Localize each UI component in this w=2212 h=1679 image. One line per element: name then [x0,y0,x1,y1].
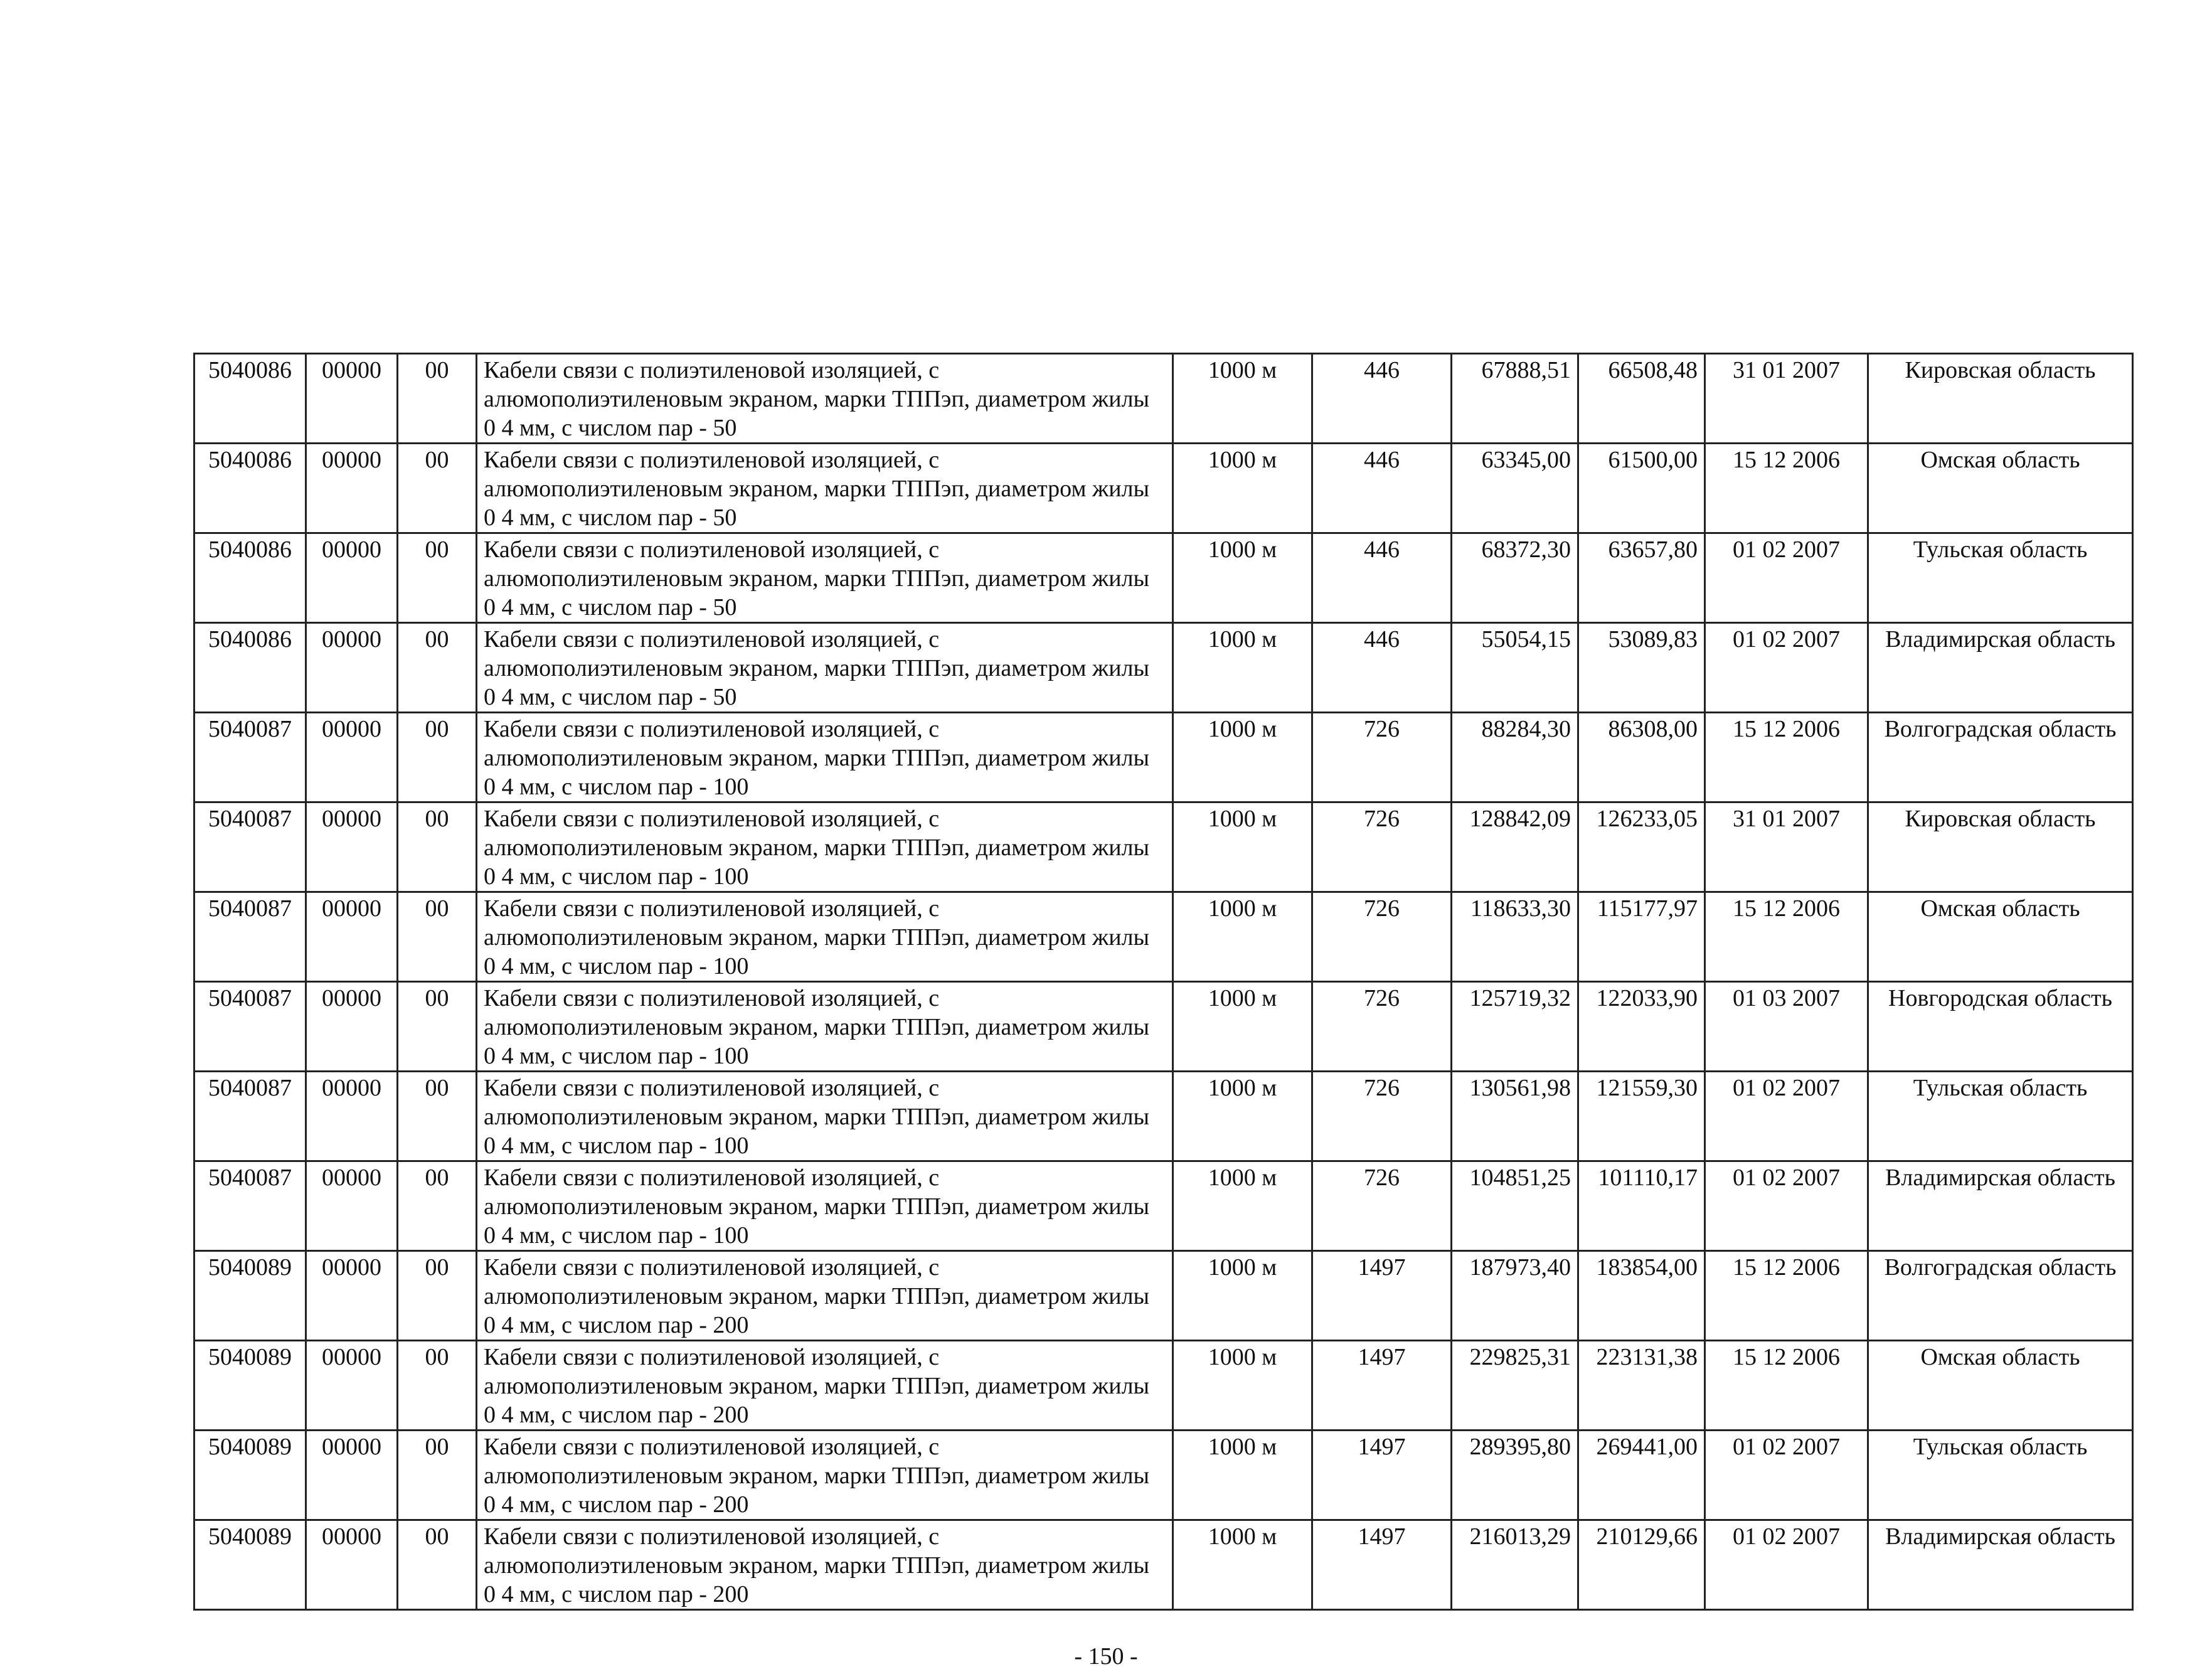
item-code-cell: 5040086 [194,533,306,623]
subcode-cell: 00000 [306,1520,398,1610]
unit-cell: 1000 м [1173,892,1312,982]
date-cell: 15 12 2006 [1705,892,1868,982]
subcode-cell: 00000 [306,982,398,1072]
subcode-cell: 00000 [306,713,398,802]
subcode-cell: 00000 [306,533,398,623]
price-with-vat-cell: 88284,30 [1452,713,1578,802]
price-cell: 61500,00 [1578,444,1705,533]
subcode-cell: 00000 [306,1341,398,1431]
item-code-cell: 5040087 [194,1161,306,1251]
quantity-cell: 1497 [1312,1341,1452,1431]
table-row [194,444,2133,533]
description-cell: Кабели связи с полиэтиленовой изоляцией, с алюмополиэтиленовым экраном, марки ТППэп, диаметром жилы 0 4 мм, с числом пар - 200 [477,1520,1173,1610]
price-cell: 183854,00 [1578,1251,1705,1341]
description-cell: Кабели связи с полиэтиленовой изоляцией, с алюмополиэтиленовым экраном, марки ТППэп, диаметром жилы 0 4 мм, с числом пар - 100 [477,892,1173,982]
price-with-vat-cell: 55054,15 [1452,623,1578,713]
price-cell: 66508,48 [1578,354,1705,444]
quantity-cell: 726 [1312,802,1452,892]
price-with-vat-cell: 130561,98 [1452,1072,1578,1161]
subcode-cell: 00000 [306,444,398,533]
description-cell: Кабели связи с полиэтиленовой изоляцией, с алюмополиэтиленовым экраном, марки ТППэп, диаметром жилы 0 4 мм, с числом пар - 50 [477,533,1173,623]
quantity-cell: 446 [1312,623,1452,713]
price-with-vat-cell: 216013,29 [1452,1520,1578,1610]
item-code-cell: 5040086 [194,354,306,444]
quantity-cell: 446 [1312,444,1452,533]
subcode2-cell: 00 [398,982,477,1072]
page-number: - 150 - [1074,1643,1138,1670]
subcode-cell: 00000 [306,892,398,982]
subcode2-cell: 00 [398,1161,477,1251]
description-cell: Кабели связи с полиэтиленовой изоляцией, с алюмополиэтиленовым экраном, марки ТППэп, диаметром жилы 0 4 мм, с числом пар - 200 [477,1341,1173,1431]
item-code-cell: 5040087 [194,713,306,802]
table-row [194,892,2133,982]
description-cell: Кабели связи с полиэтиленовой изоляцией, с алюмополиэтиленовым экраном, марки ТППэп, диаметром жилы 0 4 мм, с числом пар - 200 [477,1431,1173,1520]
description-cell: Кабели связи с полиэтиленовой изоляцией, с алюмополиэтиленовым экраном, марки ТППэп, диаметром жилы 0 4 мм, с числом пар - 50 [477,354,1173,444]
region-cell: Волгоградская область [1868,713,2133,802]
price-table [193,353,2134,1611]
date-cell: 01 02 2007 [1705,623,1868,713]
price-with-vat-cell: 125719,32 [1452,982,1578,1072]
quantity-cell: 446 [1312,533,1452,623]
price-cell: 86308,00 [1578,713,1705,802]
item-code-cell: 5040087 [194,802,306,892]
region-cell: Новгородская область [1868,982,2133,1072]
subcode-cell: 00000 [306,1251,398,1341]
subcode-cell: 00000 [306,1072,398,1161]
description-cell: Кабели связи с полиэтиленовой изоляцией, с алюмополиэтиленовым экраном, марки ТППэп, диаметром жилы 0 4 мм, с числом пар - 50 [477,444,1173,533]
price-cell: 223131,38 [1578,1341,1705,1431]
quantity-cell: 726 [1312,713,1452,802]
quantity-cell: 1497 [1312,1431,1452,1520]
unit-cell: 1000 м [1173,1431,1312,1520]
region-cell: Волгоградская область [1868,1251,2133,1341]
quantity-cell: 1497 [1312,1520,1452,1610]
date-cell: 01 02 2007 [1705,1072,1868,1161]
table-row [194,1431,2133,1520]
table-row [194,1341,2133,1431]
price-cell: 53089,83 [1578,623,1705,713]
price-cell: 122033,90 [1578,982,1705,1072]
region-cell: Тульская область [1868,1072,2133,1161]
subcode2-cell: 00 [398,444,477,533]
subcode2-cell: 00 [398,802,477,892]
description-cell: Кабели связи с полиэтиленовой изоляцией, с алюмополиэтиленовым экраном, марки ТППэп, диаметром жилы 0 4 мм, с числом пар - 50 [477,623,1173,713]
subcode-cell: 00000 [306,1161,398,1251]
item-code-cell: 5040089 [194,1431,306,1520]
price-with-vat-cell: 63345,00 [1452,444,1578,533]
table-row [194,802,2133,892]
description-cell: Кабели связи с полиэтиленовой изоляцией, с алюмополиэтиленовым экраном, марки ТППэп, диаметром жилы 0 4 мм, с числом пар - 100 [477,802,1173,892]
table-row [194,1251,2133,1341]
subcode2-cell: 00 [398,623,477,713]
quantity-cell: 1497 [1312,1251,1452,1341]
price-with-vat-cell: 67888,51 [1452,354,1578,444]
unit-cell: 1000 м [1173,444,1312,533]
price-with-vat-cell: 128842,09 [1452,802,1578,892]
price-with-vat-cell: 118633,30 [1452,892,1578,982]
price-with-vat-cell: 68372,30 [1452,533,1578,623]
table-row [194,713,2133,802]
table-body [194,354,2133,1610]
subcode2-cell: 00 [398,354,477,444]
unit-cell: 1000 м [1173,1072,1312,1161]
table-row [194,1072,2133,1161]
price-cell: 63657,80 [1578,533,1705,623]
description-cell: Кабели связи с полиэтиленовой изоляцией, с алюмополиэтиленовым экраном, марки ТППэп, диаметром жилы 0 4 мм, с числом пар - 100 [477,713,1173,802]
region-cell: Владимирская область [1868,1161,2133,1251]
subcode2-cell: 00 [398,1431,477,1520]
unit-cell: 1000 м [1173,713,1312,802]
date-cell: 15 12 2006 [1705,444,1868,533]
quantity-cell: 446 [1312,354,1452,444]
subcode2-cell: 00 [398,713,477,802]
table-row [194,533,2133,623]
price-with-vat-cell: 289395,80 [1452,1431,1578,1520]
unit-cell: 1000 м [1173,1161,1312,1251]
item-code-cell: 5040086 [194,444,306,533]
quantity-cell: 726 [1312,1161,1452,1251]
date-cell: 15 12 2006 [1705,1251,1868,1341]
price-cell: 115177,97 [1578,892,1705,982]
price-with-vat-cell: 187973,40 [1452,1251,1578,1341]
price-with-vat-cell: 229825,31 [1452,1341,1578,1431]
unit-cell: 1000 м [1173,354,1312,444]
table-row [194,354,2133,444]
description-cell: Кабели связи с полиэтиленовой изоляцией, с алюмополиэтиленовым экраном, марки ТППэп, диаметром жилы 0 4 мм, с числом пар - 100 [477,1161,1173,1251]
item-code-cell: 5040089 [194,1341,306,1431]
item-code-cell: 5040087 [194,1072,306,1161]
region-cell: Владимирская область [1868,1520,2133,1610]
date-cell: 01 02 2007 [1705,1431,1868,1520]
region-cell: Владимирская область [1868,623,2133,713]
unit-cell: 1000 м [1173,623,1312,713]
item-code-cell: 5040087 [194,982,306,1072]
price-cell: 101110,17 [1578,1161,1705,1251]
region-cell: Тульская область [1868,1431,2133,1520]
region-cell: Тульская область [1868,533,2133,623]
unit-cell: 1000 м [1173,1520,1312,1610]
date-cell: 15 12 2006 [1705,1341,1868,1431]
description-cell: Кабели связи с полиэтиленовой изоляцией, с алюмополиэтиленовым экраном, марки ТППэп, диаметром жилы 0 4 мм, с числом пар - 100 [477,1072,1173,1161]
unit-cell: 1000 м [1173,802,1312,892]
date-cell: 01 03 2007 [1705,982,1868,1072]
item-code-cell: 5040089 [194,1251,306,1341]
unit-cell: 1000 м [1173,1251,1312,1341]
subcode-cell: 00000 [306,623,398,713]
date-cell: 01 02 2007 [1705,533,1868,623]
subcode2-cell: 00 [398,1072,477,1161]
date-cell: 31 01 2007 [1705,354,1868,444]
quantity-cell: 726 [1312,892,1452,982]
subcode-cell: 00000 [306,802,398,892]
subcode2-cell: 00 [398,1520,477,1610]
subcode2-cell: 00 [398,1251,477,1341]
quantity-cell: 726 [1312,982,1452,1072]
quantity-cell: 726 [1312,1072,1452,1161]
subcode2-cell: 00 [398,533,477,623]
subcode-cell: 00000 [306,354,398,444]
table-row [194,982,2133,1072]
date-cell: 01 02 2007 [1705,1161,1868,1251]
price-cell: 126233,05 [1578,802,1705,892]
table-row [194,1161,2133,1251]
description-cell: Кабели связи с полиэтиленовой изоляцией, с алюмополиэтиленовым экраном, марки ТППэп, диаметром жилы 0 4 мм, с числом пар - 100 [477,982,1173,1072]
item-code-cell: 5040087 [194,892,306,982]
table-row [194,1520,2133,1610]
unit-cell: 1000 м [1173,533,1312,623]
date-cell: 01 02 2007 [1705,1520,1868,1610]
region-cell: Кировская область [1868,354,2133,444]
price-cell: 210129,66 [1578,1520,1705,1610]
region-cell: Омская область [1868,444,2133,533]
date-cell: 31 01 2007 [1705,802,1868,892]
subcode-cell: 00000 [306,1431,398,1520]
description-cell: Кабели связи с полиэтиленовой изоляцией, с алюмополиэтиленовым экраном, марки ТППэп, диаметром жилы 0 4 мм, с числом пар - 200 [477,1251,1173,1341]
price-cell: 121559,30 [1578,1072,1705,1161]
unit-cell: 1000 м [1173,982,1312,1072]
item-code-cell: 5040089 [194,1520,306,1610]
item-code-cell: 5040086 [194,623,306,713]
price-cell: 269441,00 [1578,1431,1705,1520]
region-cell: Омская область [1868,892,2133,982]
subcode2-cell: 00 [398,892,477,982]
table-row [194,623,2133,713]
subcode2-cell: 00 [398,1341,477,1431]
unit-cell: 1000 м [1173,1341,1312,1431]
region-cell: Кировская область [1868,802,2133,892]
date-cell: 15 12 2006 [1705,713,1868,802]
price-with-vat-cell: 104851,25 [1452,1161,1578,1251]
region-cell: Омская область [1868,1341,2133,1431]
